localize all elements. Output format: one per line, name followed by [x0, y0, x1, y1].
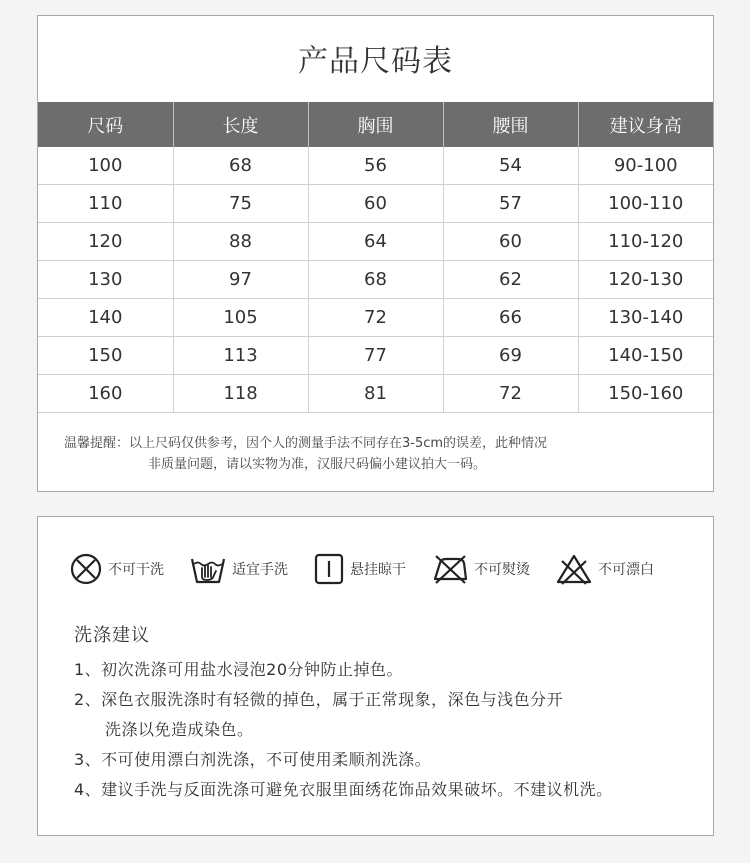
advice-item-2 — [74, 685, 703, 745]
advice-text: 4、建议手洗与反面洗涤可避免衣服里面绣花饰品效果破坏。不建议机洗。 — [74, 780, 613, 799]
table-cell: 57 — [443, 185, 578, 223]
table-cell: 88 — [173, 223, 308, 261]
care-label: 不可干洗 — [108, 562, 164, 578]
care-symbol-no-iron — [432, 553, 530, 585]
table-cell: 160 — [38, 375, 173, 413]
care-card — [37, 516, 714, 836]
no-iron-icon — [432, 553, 468, 585]
size-note-line2: 非质量问题，请以实物为准，汉服尺码偏小建议拍大一码。 — [148, 457, 487, 472]
table-cell: 140 — [38, 299, 173, 337]
table-cell: 120-130 — [578, 261, 713, 299]
header-chest: 胸围 — [308, 102, 443, 147]
advice-text: 2、深色衣服洗涤时有轻微的掉色，属于正常现象，深色与浅色分开 — [74, 690, 564, 709]
advice-item-1 — [74, 655, 703, 685]
table-cell: 100-110 — [578, 185, 713, 223]
table-cell: 150 — [38, 337, 173, 375]
table-row — [38, 337, 713, 375]
care-symbol-hang-dry — [314, 553, 406, 585]
table-cell: 68 — [308, 261, 443, 299]
table-cell: 113 — [173, 337, 308, 375]
hang-dry-icon — [314, 553, 344, 585]
table-cell: 140-150 — [578, 337, 713, 375]
table-cell: 72 — [308, 299, 443, 337]
table-cell: 77 — [308, 337, 443, 375]
advice-text: 1、初次洗涤可用盐水浸泡20分钟防止掉色。 — [74, 660, 404, 679]
care-symbol-no-dry-clean — [70, 553, 164, 585]
table-cell: 68 — [173, 147, 308, 185]
advice-item-4 — [74, 775, 703, 805]
table-cell: 54 — [443, 147, 578, 185]
table-cell: 97 — [173, 261, 308, 299]
size-note — [38, 413, 713, 475]
table-cell: 150-160 — [578, 375, 713, 413]
care-label: 适宜手洗 — [232, 562, 288, 578]
table-cell: 130-140 — [578, 299, 713, 337]
table-cell: 64 — [308, 223, 443, 261]
advice-item-3 — [74, 745, 703, 775]
table-cell: 56 — [308, 147, 443, 185]
table-cell: 105 — [173, 299, 308, 337]
table-cell: 100 — [38, 147, 173, 185]
advice-text: 3、不可使用漂白剂洗涤，不可使用柔顺剂洗涤。 — [74, 750, 432, 769]
table-cell: 62 — [443, 261, 578, 299]
size-table — [38, 102, 713, 413]
table-row — [38, 223, 713, 261]
table-cell: 81 — [308, 375, 443, 413]
care-label: 悬挂晾干 — [350, 562, 406, 578]
advice-text-continued: 洗涤以免造成染色。 — [105, 720, 254, 739]
table-row — [38, 147, 713, 185]
size-chart-card — [37, 15, 714, 492]
table-cell: 66 — [443, 299, 578, 337]
header-size: 尺码 — [38, 102, 173, 147]
header-height: 建议身高 — [578, 102, 713, 147]
table-cell: 75 — [173, 185, 308, 223]
care-label: 不可熨烫 — [474, 562, 530, 578]
size-table-header — [38, 102, 713, 147]
table-row — [38, 185, 713, 223]
care-symbol-hand-wash — [190, 553, 288, 585]
header-length: 长度 — [173, 102, 308, 147]
table-row — [38, 299, 713, 337]
care-symbol-no-bleach — [556, 553, 654, 585]
care-label: 不可漂白 — [598, 562, 654, 578]
size-note-line1: 温馨提醒：以上尺码仅供参考，因个人的测量手法不同存在3-5cm的误差，此种情况 — [64, 436, 548, 451]
wash-advice-title: 洗涤建议 — [74, 625, 150, 646]
wash-advice — [74, 621, 703, 805]
table-cell: 110 — [38, 185, 173, 223]
table-cell: 60 — [308, 185, 443, 223]
table-cell: 90-100 — [578, 147, 713, 185]
table-cell: 118 — [173, 375, 308, 413]
care-symbols — [70, 553, 693, 585]
hand-wash-icon — [190, 553, 226, 585]
no-dry-clean-icon — [70, 553, 102, 585]
size-chart-title: 产品尺码表 — [298, 44, 453, 79]
table-cell: 60 — [443, 223, 578, 261]
table-cell: 120 — [38, 223, 173, 261]
table-cell: 110-120 — [578, 223, 713, 261]
table-cell: 130 — [38, 261, 173, 299]
table-row — [38, 375, 713, 413]
table-cell: 72 — [443, 375, 578, 413]
header-waist: 腰围 — [443, 102, 578, 147]
no-bleach-icon — [556, 553, 592, 585]
table-cell: 69 — [443, 337, 578, 375]
table-row — [38, 261, 713, 299]
